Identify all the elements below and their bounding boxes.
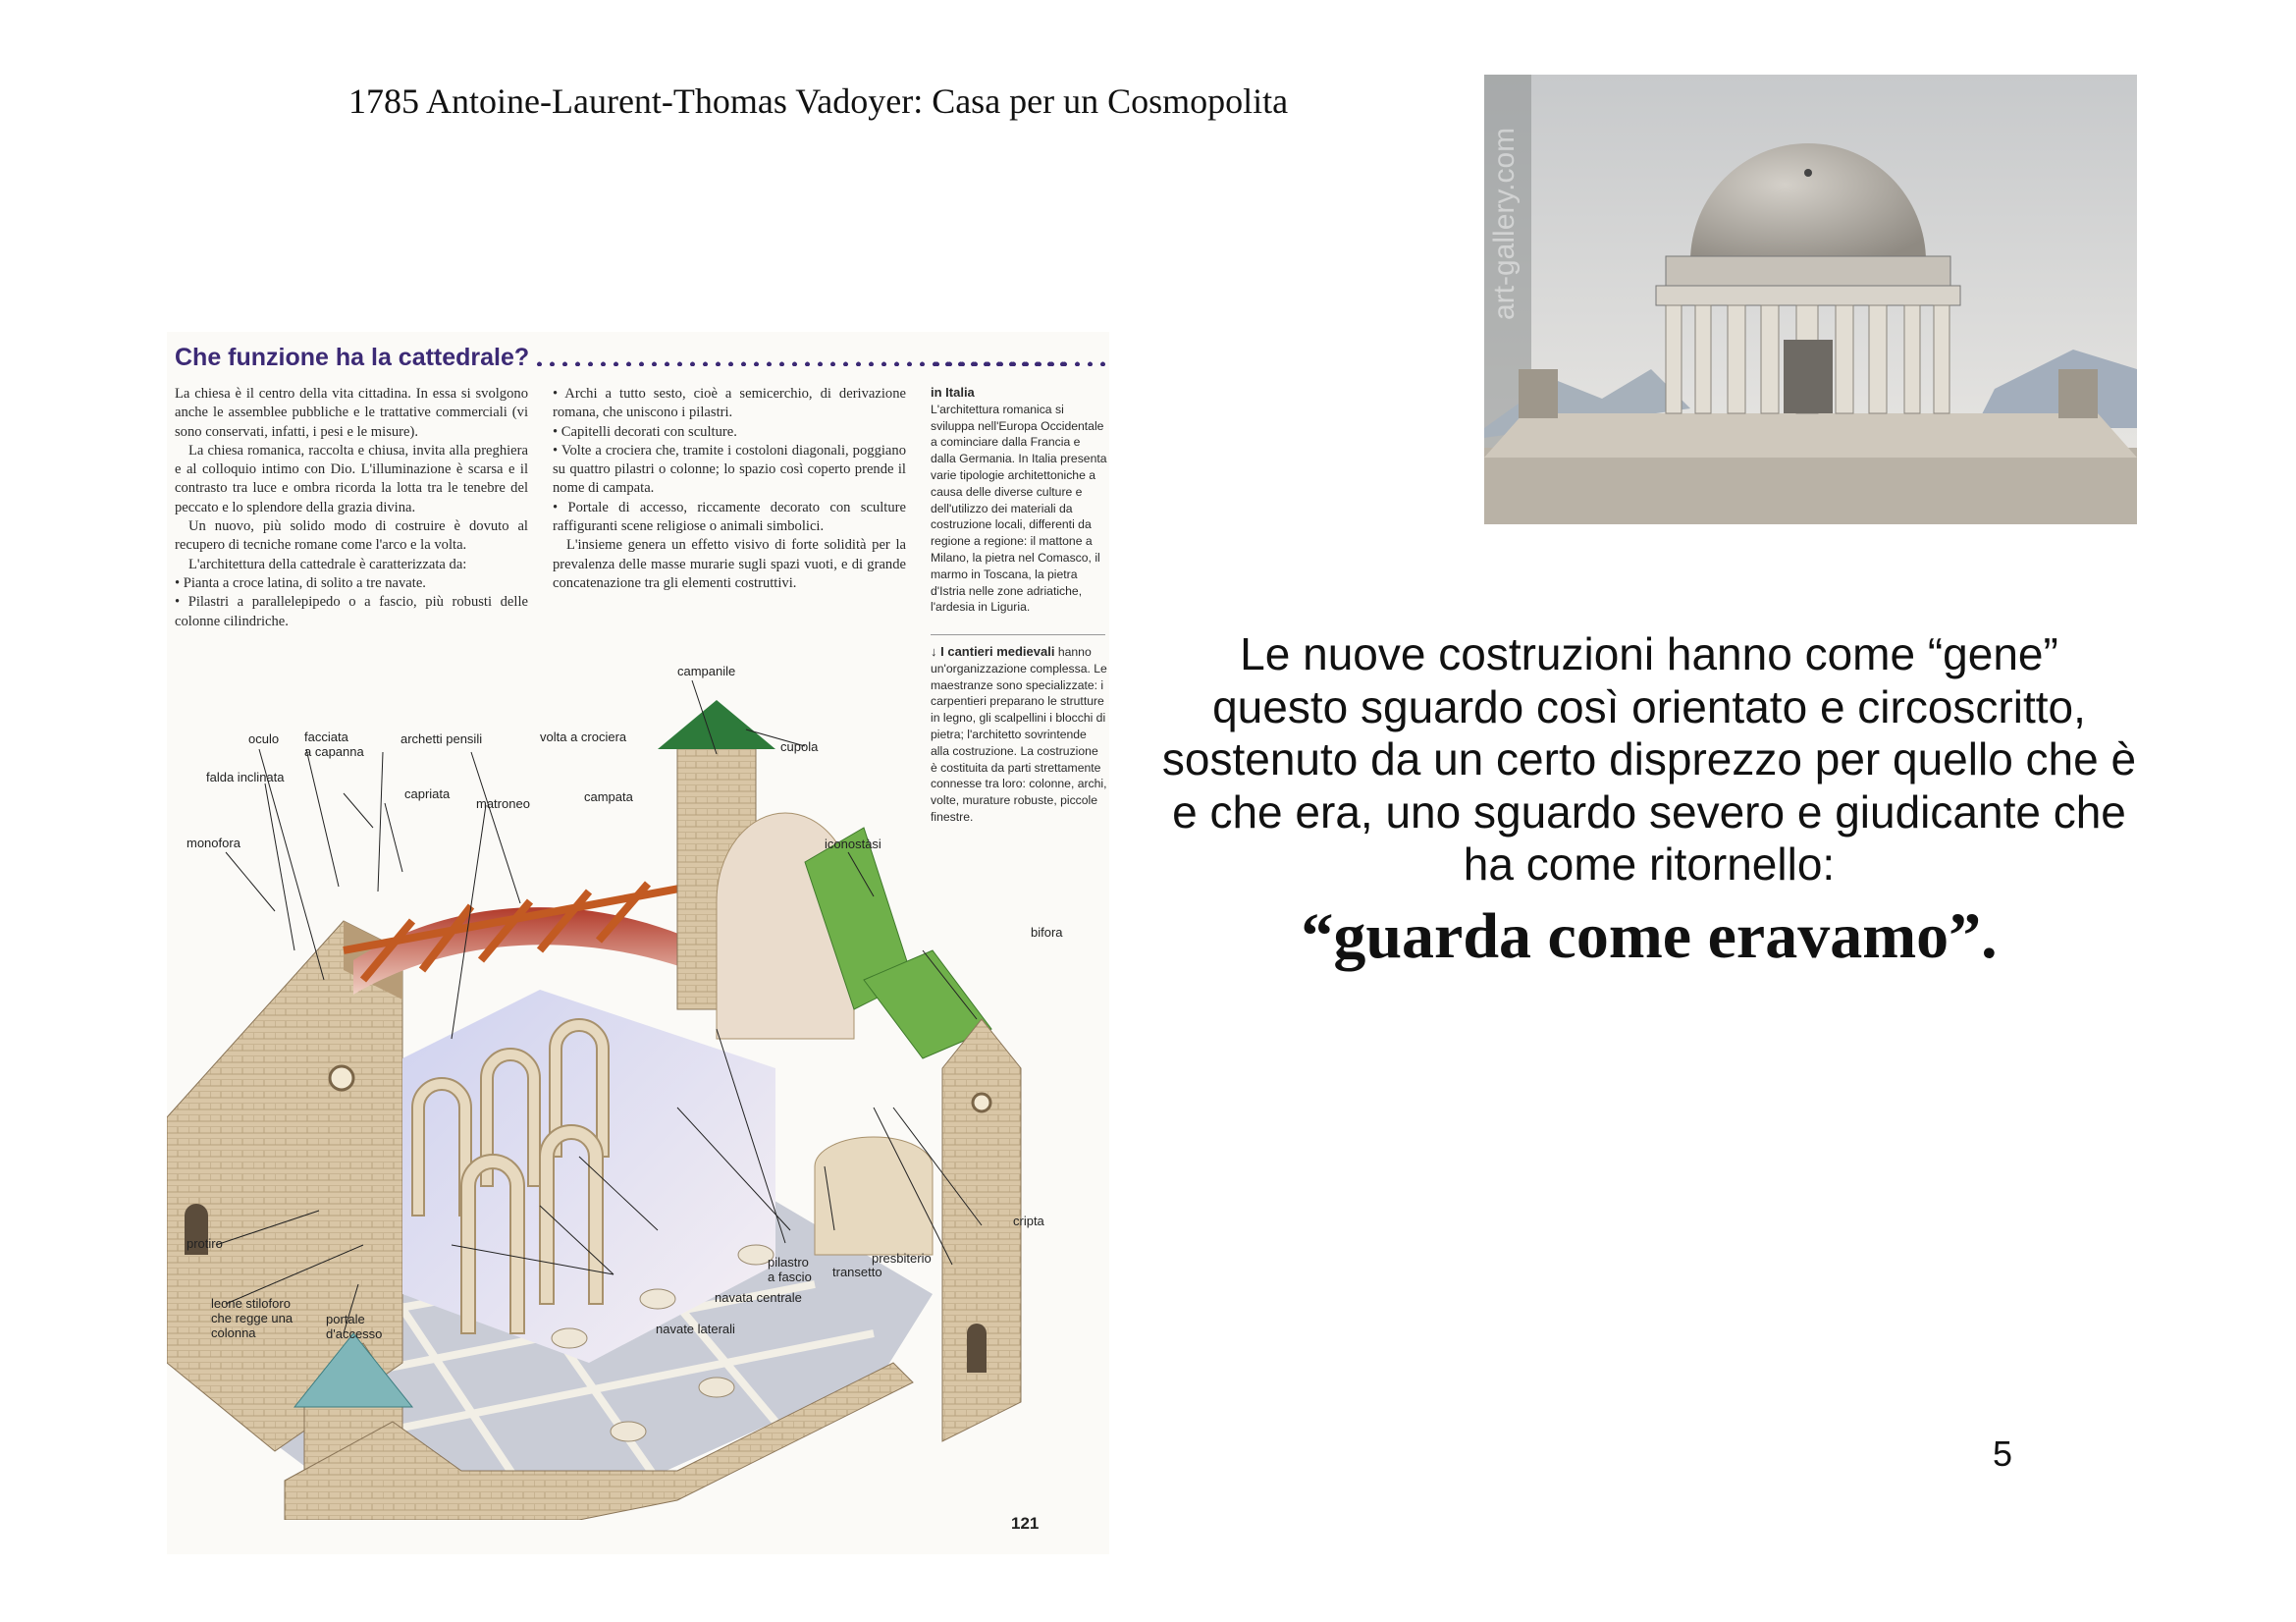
label-portale: d'accesso xyxy=(326,1326,383,1341)
textbook-page-image xyxy=(167,332,1109,1554)
label-cripta: cripta xyxy=(1013,1214,1044,1228)
dotted-rule xyxy=(931,360,1107,366)
book-paragraph: L'architettura della cattedrale è caratterizzata da: xyxy=(188,556,467,572)
book-column-1 xyxy=(175,385,528,631)
book-sidebar-box xyxy=(931,385,1107,616)
apse xyxy=(815,1137,933,1255)
book-bullet: • Capitelli decorati con sculture. xyxy=(553,423,737,440)
label-campanile: campanile xyxy=(677,664,736,678)
sidebar-box-text: L'architettura romanica si sviluppa nell'Europa Occidentale a cominciare dalla Francia e dalla Germania. In Italia presenta varie tipologie architettoniche a causa delle diverse culture e dell'utilizzo dei materiali da costruzione locali, differenti da regione a regione: il mattone a Milano, la pietra nel Comasco, il marmo in Toscana, la pietra d'Istria nelle zone adriatiche, l'ardesia in Liguria. xyxy=(931,402,1107,615)
label-matroneo: matroneo xyxy=(476,796,530,811)
label-iconostasi: iconostàsi xyxy=(825,837,881,851)
book-column-2 xyxy=(553,385,906,593)
label-portale: portale xyxy=(326,1312,365,1326)
book-bullet: • Portale di accesso, riccamente decorato con sculture raffiguranti scene religiose o animali simbolici. xyxy=(553,499,906,535)
label-presbiterio: presbiterio xyxy=(872,1251,932,1266)
book-heading: Che funzione ha la cattedrale? xyxy=(175,344,530,371)
quote-line: e che era, uno sguardo severo e giudicante che xyxy=(1172,785,2126,838)
label-leone: leone stiloforo xyxy=(211,1296,291,1311)
sidebar-box-title: in Italia xyxy=(931,385,975,400)
campanile-roof xyxy=(658,700,775,749)
cosmopolitan-house-painting xyxy=(1484,75,2137,524)
label-leone: colonna xyxy=(211,1325,256,1340)
quote-line: Le nuove costruzioni hanno come “gene” xyxy=(1240,628,2058,679)
quote-emphasis: “guarda come eravamo”. xyxy=(1301,899,1998,972)
label-oculo: oculo xyxy=(248,731,280,746)
oculus xyxy=(330,1066,353,1090)
sidebar-box2-title: ↓ I cantieri medievali xyxy=(931,644,1055,659)
book-heading-row xyxy=(175,344,1109,377)
book-bullet: • Volte a crociera che, tramite i costoloni diagonali, poggiano su quattro pilastri o colonne; lo spazio così coperto prende il nome di campata. xyxy=(553,442,906,497)
slide-number: 5 xyxy=(1993,1433,2013,1474)
label-facciata: a capanna xyxy=(304,744,364,759)
book-bullet: • Archi a tutto sesto, cioè a semicerchio, di derivazione romana, che uniscono i pilastri. xyxy=(553,386,906,421)
label-navata-centrale: navata centrale xyxy=(715,1290,802,1305)
label-capriata: capriata xyxy=(404,786,451,801)
book-paragraph: La chiesa è il centro della vita cittadina. In essa si svolgono anche le assemblee pubbliche e le trattative commerciali (vi sono conservati, infatti, i pesi e le misure). xyxy=(175,386,528,440)
label-navate-laterali: navate laterali xyxy=(656,1322,735,1336)
label-campata: campata xyxy=(584,789,633,804)
sidebar-divider xyxy=(931,634,1105,635)
book-page-number: 121 xyxy=(1011,1514,1040,1533)
book-bullet: • Pianta a croce latina, di solito a tre navate. xyxy=(175,574,426,591)
label-pilastro: pilastro xyxy=(768,1255,809,1270)
quote-block xyxy=(1158,628,2140,972)
label-transetto: transetto xyxy=(832,1265,882,1279)
book-paragraph: La chiesa romanica, raccolta e chiusa, invita alla preghiera e al colloquio intimo con Dio. L'illuminazione è scarsa e il contrasto tra luce e ombra ricorda la lotta tra le tenebre del peccato e lo splendore della grazia divina. xyxy=(175,442,528,515)
label-facciata: facciata xyxy=(304,730,348,744)
label-cupola: cupola xyxy=(780,739,819,754)
cathedral-cutaway-diagram xyxy=(167,656,1109,1520)
quote-line: ha come ritornello: xyxy=(1463,838,1836,890)
quote-line: questo sguardo così orientato e circoscritto, xyxy=(1212,680,2086,732)
book-paragraph: Un nuovo, più solido modo di costruire è dovuto al recupero di tecniche romane come l'arco e la volta. xyxy=(175,518,528,554)
label-bifora: bifora xyxy=(1031,925,1063,940)
book-bullet: • Pilastri a parallelepipedo o a fascio, più robusti delle colonne cilindriche. xyxy=(175,594,528,629)
label-protiro: protiro xyxy=(187,1236,223,1251)
quote-line: sostenuto da un certo disprezzo per quello che è xyxy=(1161,733,2137,784)
label-archetti: archetti pensili xyxy=(400,731,483,746)
slide-title: 1785 Antoine-Laurent-Thomas Vadoyer: Casa per un Cosmopolita xyxy=(348,81,1289,121)
label-pilastro: a fascio xyxy=(768,1270,812,1284)
right-tower xyxy=(942,1019,1021,1441)
label-monofora: monofora xyxy=(187,836,240,850)
label-falda: falda inclinata xyxy=(206,770,285,784)
book-paragraph: L'insieme genera un effetto visivo di forte solidità per la prevalenza delle masse murarie sugli spazi vuoti, e di grande concatenazione tra gli elementi costruttivi. xyxy=(553,537,906,591)
watermark: art-gallery.com xyxy=(1488,127,1521,320)
sidebar-box2-text: hanno un'organizzazione complessa. Le maestranze sono specializzate: i carpentieri preparano le strutture in legno, gli scalpellini i blocchi di pietra; l'architetto sovrintende alla costruzione. La costruzione è costituita da parti strettamente connesse tra loro: colonne, archi, volte, murature robuste, piccole finestre. xyxy=(931,645,1107,824)
label-volta: volta a crociera xyxy=(540,730,627,744)
label-leone: che regge una xyxy=(211,1311,294,1325)
